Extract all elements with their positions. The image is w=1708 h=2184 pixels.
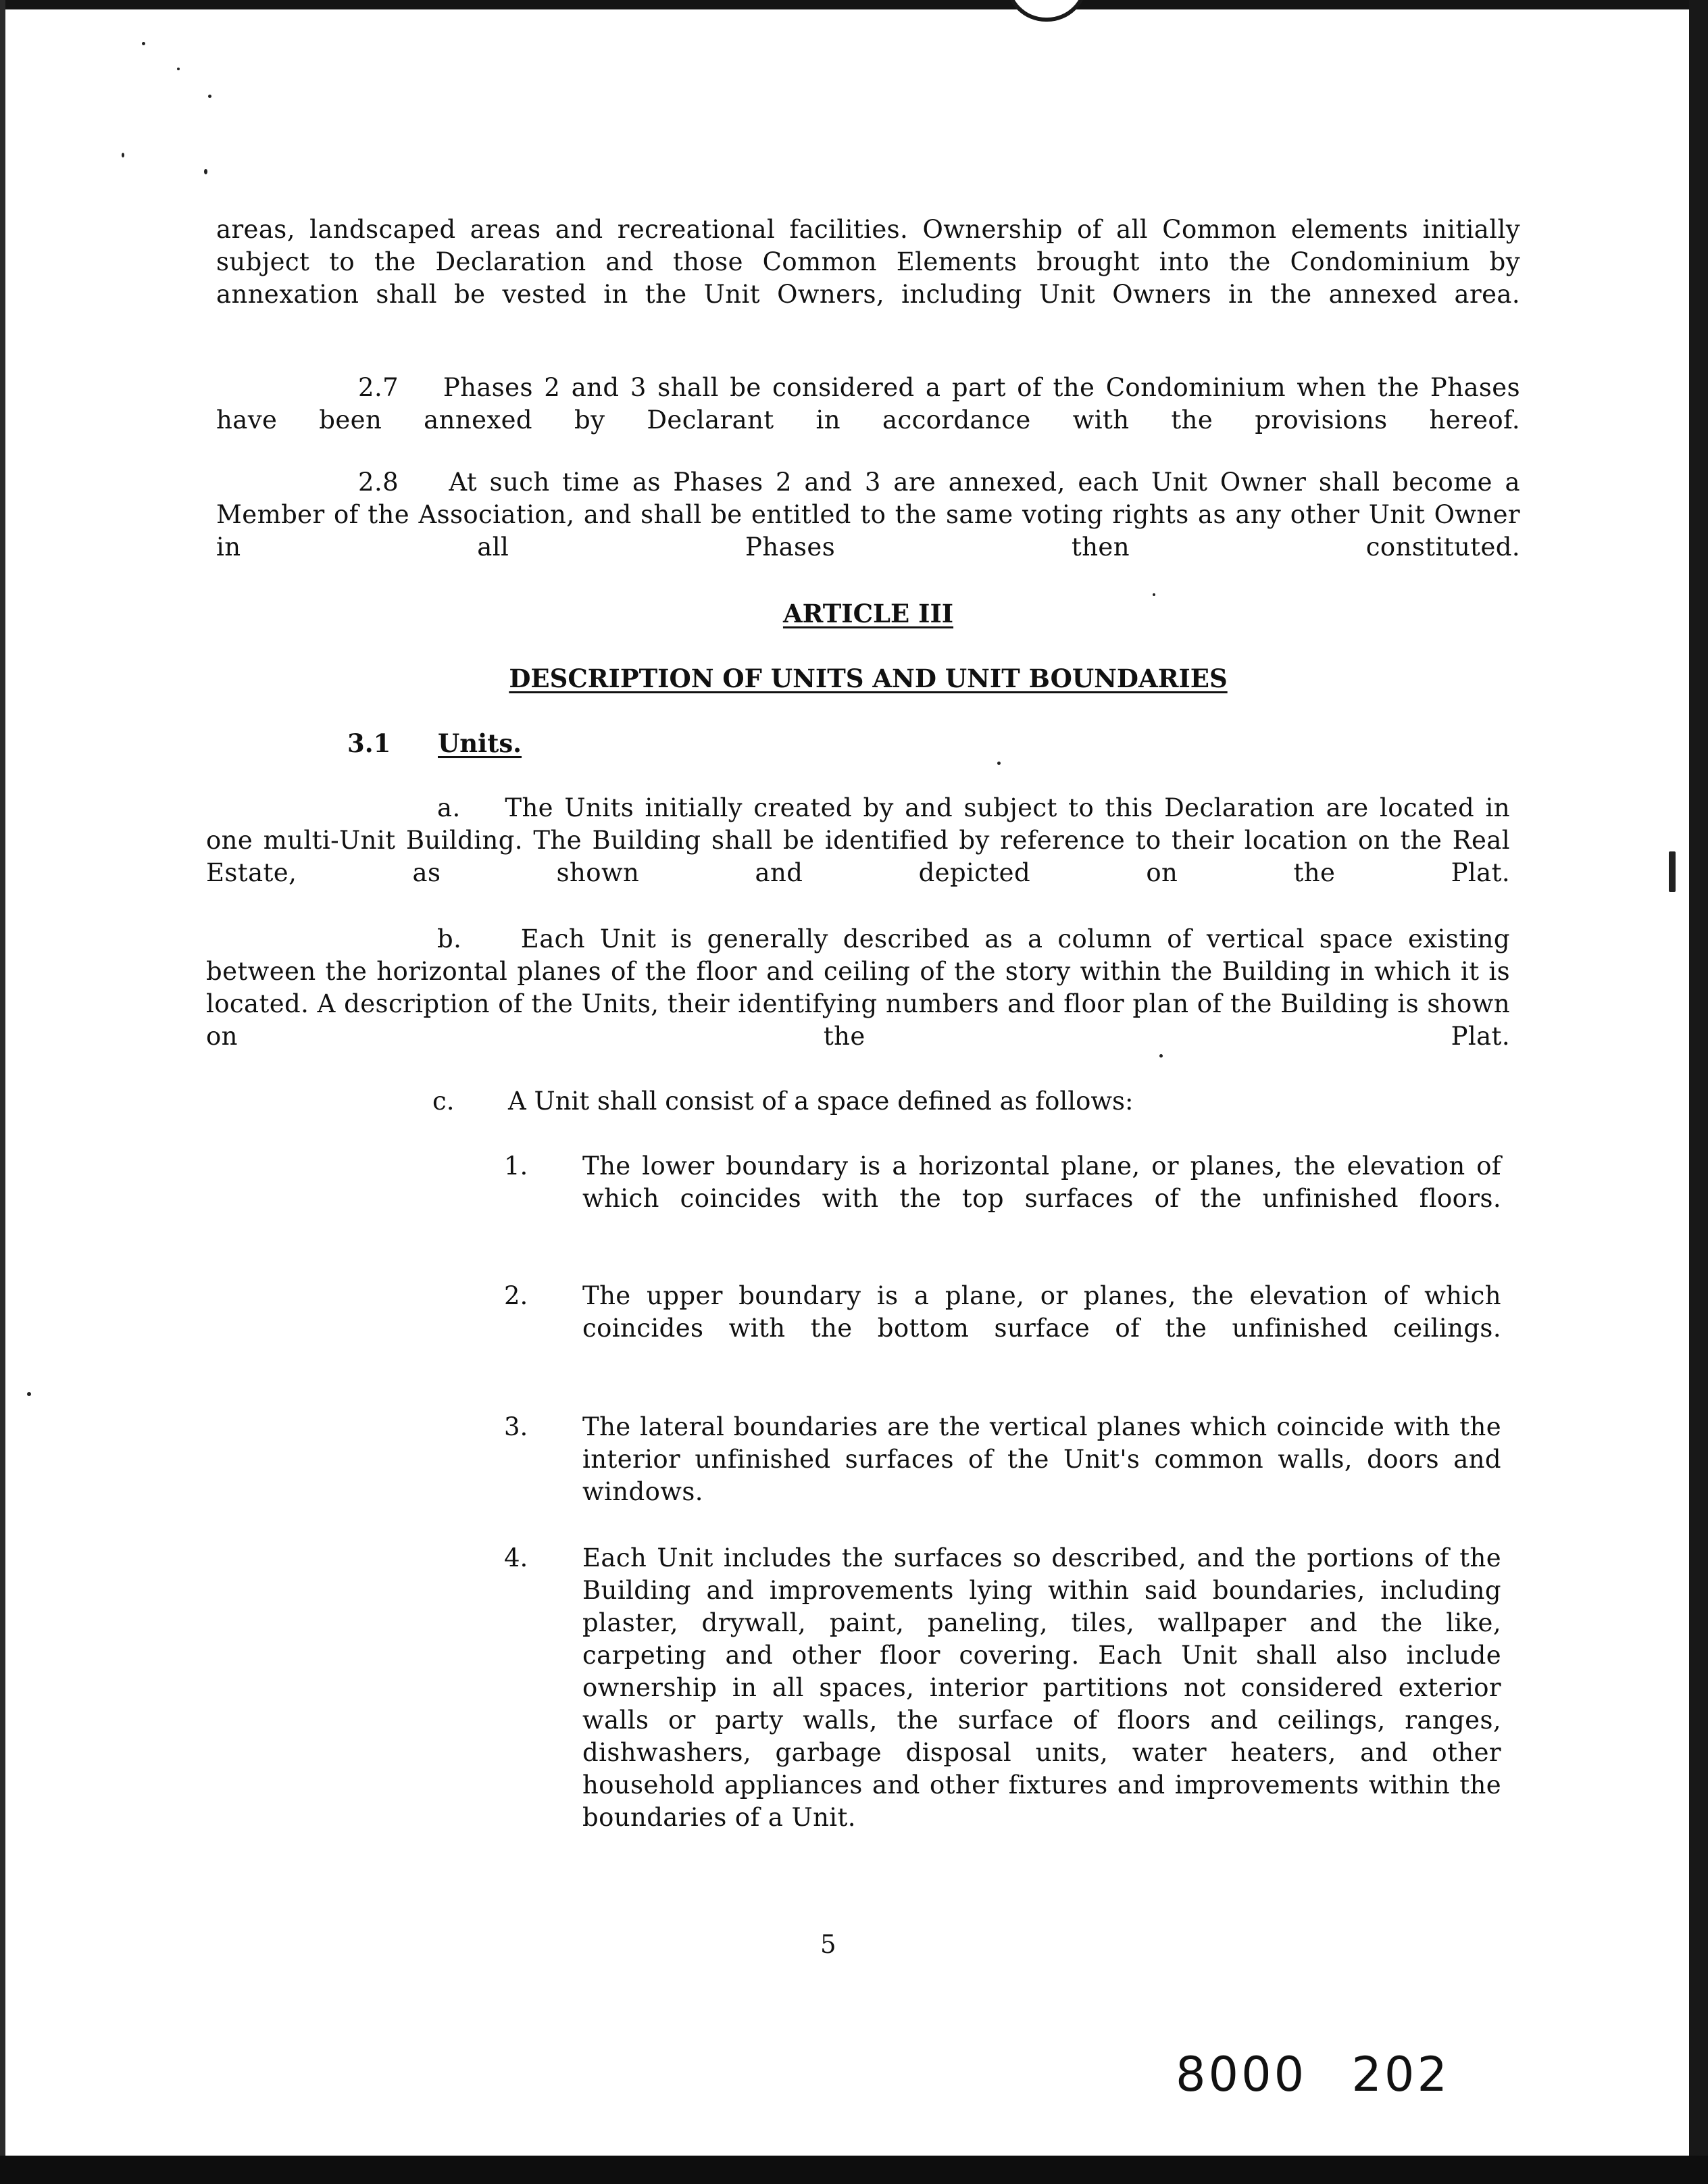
scan-speck <box>122 153 124 157</box>
scan-speck <box>1669 851 1676 892</box>
section-2-7-number: 2.7 <box>358 373 399 402</box>
section-2-8-number: 2.8 <box>358 468 399 497</box>
scan-speck <box>204 169 207 174</box>
section-2-8 <box>216 466 1520 596</box>
scan-speck <box>177 68 180 70</box>
paragraph-a <box>206 792 1510 922</box>
scan-speck <box>142 42 145 45</box>
list-item-number: 4. <box>504 1543 528 1572</box>
paragraph-b <box>206 923 1510 1085</box>
document-code: 8000 202 <box>1176 2047 1451 2102</box>
paragraph-b-text: Each Unit is generally described as a column of vertical space existing between the horizontal planes of the floor and ceiling of the story within the Building in which it is located. A description of the Units, their identifying numbers and floor plan of the Building is shown on the Plat. <box>206 924 1510 1051</box>
paragraph-a-label: a. <box>437 793 461 822</box>
paragraph-c-label: c. <box>432 1087 455 1116</box>
paragraph-c-text: A Unit shall consist of a space defined as follows: <box>508 1087 1134 1116</box>
scan-edge-top <box>0 0 1708 9</box>
punch-hole <box>1005 0 1088 22</box>
scan-edge-bottom <box>0 2156 1708 2184</box>
list-item-number: 2. <box>504 1281 528 1310</box>
article-subheading: DESCRIPTION OF UNITS AND UNIT BOUNDARIES <box>509 664 1228 693</box>
section-3-1-title: Units. <box>438 728 522 758</box>
scan-edge-left <box>0 0 5 2184</box>
intro-paragraph: areas, landscaped areas and recreational facilities. Ownership of all Common elements initially subject to the Declaration and those Common Elements brought into the Condominium by annexation shall be vested in the Unit Owners, including Unit Owners in the annexed area. <box>216 215 1520 309</box>
section-2-8-text: At such time as Phases 2 and 3 are annexed, each Unit Owner shall become a Member of the Association, and shall be entitled to the same voting rights as any other Unit Owner in all Phases then constituted. <box>216 468 1520 562</box>
paragraph-b-label: b. <box>437 924 462 953</box>
list-item-text: The lower boundary is a horizontal plane, or planes, the elevation of which coincides with the top surfaces of the unfinished floors. <box>582 1151 1501 1213</box>
article-heading: ARTICLE III <box>782 599 954 628</box>
section-2-7-text: Phases 2 and 3 shall be considered a part of the Condominium when the Phases have been annexed by Declarant in accordance with the provisions hereof. <box>216 373 1520 435</box>
paragraph-a-text: The Units initially created by and subject to this Declaration are located in one multi-Unit Building. The Building shall be identified by reference to their location on the Real Estate, as shown and depicted on the Plat. <box>206 793 1510 887</box>
list-item-text: The lateral boundaries are the vertical planes which coincide with the interior unfinished surfaces of the Unit's common walls, doors and windows. <box>582 1412 1501 1506</box>
scan-edge-right <box>1689 0 1708 2184</box>
scan-speck <box>27 1392 31 1396</box>
section-2-7 <box>216 372 1520 469</box>
list-item-number: 3. <box>504 1412 528 1441</box>
list-item-number: 1. <box>504 1151 528 1181</box>
list-item-text: Each Unit includes the surfaces so described, and the portions of the Building and improvements lying within said boundaries, including plaster, drywall, paint, paneling, tiles, wallpaper and the like, carpeting and other floor covering. Each Unit shall also include ownership in all spaces, interior partitions not considered exterior walls or party walls, the surface of floors and ceilings, ranges, dishwashers, garbage disposal units, water heaters, and other household appliances and other fixtures and improvements within the boundaries of a Unit. <box>582 1543 1501 1832</box>
page-number: 5 <box>820 1930 836 1959</box>
section-3-1-number: 3.1 <box>347 728 391 758</box>
scan-speck <box>997 762 1001 765</box>
list-item-text: The upper boundary is a plane, or planes, the elevation of which coincides with the bottom surface of the unfinished ceilings. <box>582 1281 1501 1343</box>
scan-speck <box>208 95 211 98</box>
